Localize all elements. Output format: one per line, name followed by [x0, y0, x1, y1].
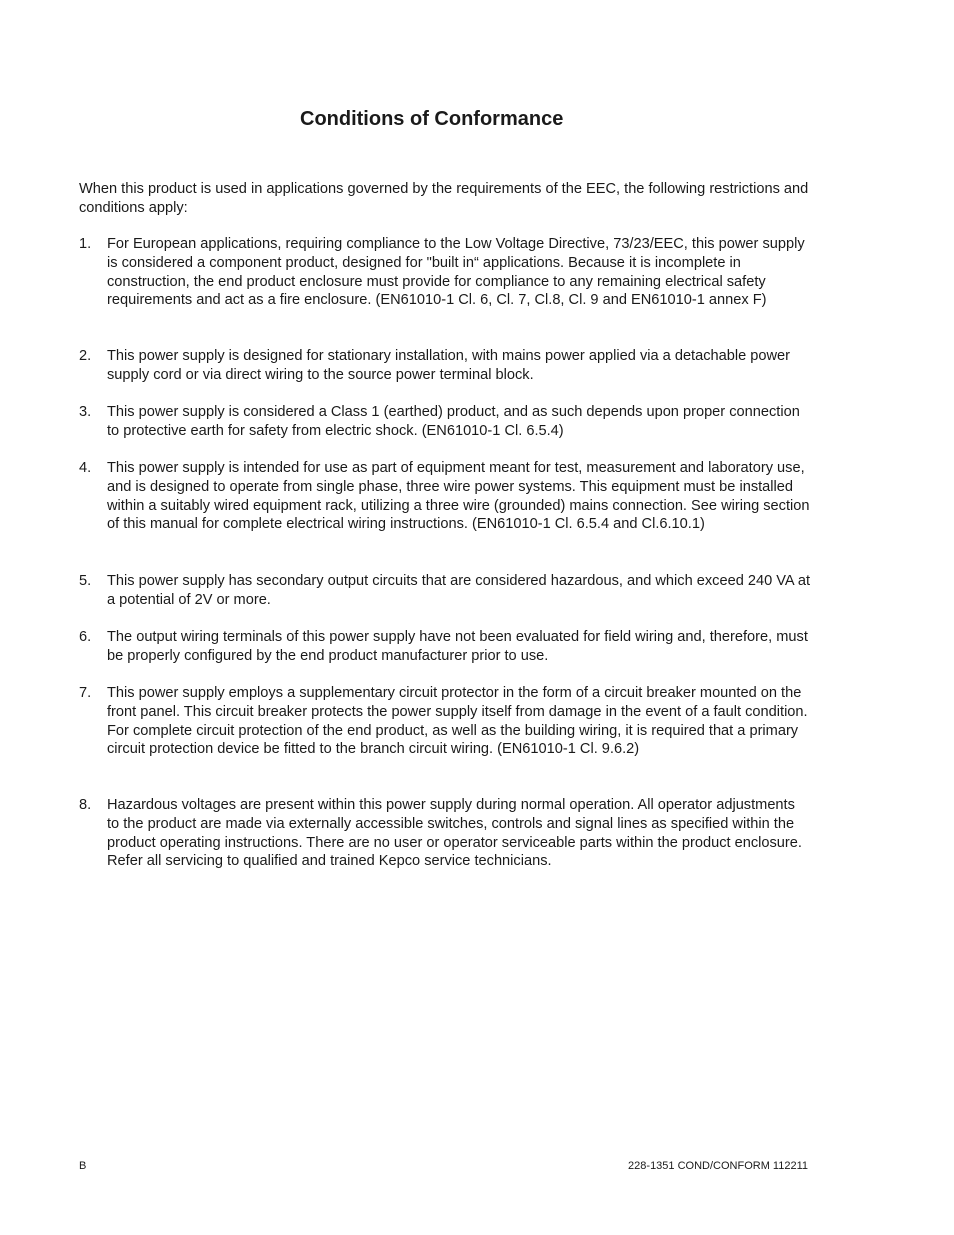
- item-text: This power supply is intended for use as part of equipment meant for test, measurement and laboratory use, and is designed to operate from single phase, three wire power systems. This equipment must be installed within a suitably wired equipment rack, utilizing a three wire (grounded) mains connection. See wiring section of this manual for complete electrical wiring instructions. (EN61010-1 Cl. 6.5.4 and Cl.6.10.1): [107, 460, 810, 533]
- item-number: 5.: [79, 573, 92, 589]
- item-number: 6.: [79, 629, 92, 645]
- footer-document-code: 228-1351 COND/CONFORM 112211: [628, 1160, 808, 1172]
- item-text: Hazardous voltages are present within this power supply during normal operation. All operator adjustments to the product are made via externally accessible switches, controls and signal lines as specified within the product operating instructions. There are no user or operator serviceable parts within the product enclosure. Refer all servicing to qualified and trained Kepco service technicians.: [107, 797, 802, 870]
- page-title: Conditions of Conformance: [300, 108, 564, 130]
- list-item: [79, 347, 811, 385]
- item-number: 2.: [79, 348, 92, 364]
- item-number: 1.: [79, 236, 92, 252]
- item-text: This power supply employs a supplementary circuit protector in the form of a circuit breaker mounted on the front panel. This circuit breaker protects the power supply itself from damage in the event of a fault condition. For complete circuit protection of the end product, as well as the building wiring, it is required that a primary circuit protection device be fitted to the branch circuit wiring. (EN61010-1 Cl. 9.6.2): [107, 685, 808, 758]
- intro-paragraph: When this product is used in applications governed by the requirements of the EEC, the following restrictions and conditions apply:: [79, 181, 809, 216]
- item-number: 3.: [79, 404, 92, 420]
- item-text: This power supply has secondary output circuits that are considered hazardous, and which exceed 240 VA at a potential of 2V or more.: [107, 573, 811, 608]
- item-text: For European applications, requiring compliance to the Low Voltage Directive, 73/23/EEC, this power supply is considered a component product, designed for "built in“ applications. Because it is incomplete in construction, the end product enclosure must provide for compliance to any remaining electrical safety requirements and act as a fire enclosure. (EN61010-1 Cl. 6, Cl. 7, Cl.8, Cl. 9 and EN61010-1 annex F): [107, 236, 805, 309]
- footer-page-label: B: [79, 1160, 87, 1172]
- list-item: [79, 796, 811, 871]
- list-item: [79, 403, 811, 441]
- item-text: The output wiring terminals of this power supply have not been evaluated for field wiring and, therefore, must be properly configured by the end product manufacturer prior to use.: [107, 629, 808, 664]
- list-item: [79, 235, 811, 310]
- list-item: [79, 684, 811, 759]
- item-text: This power supply is considered a Class 1 (earthed) product, and as such depends upon proper connection to protective earth for safety from electric shock. (EN61010-1 Cl. 6.5.4): [107, 404, 800, 439]
- item-number: 8.: [79, 797, 92, 813]
- item-number: 7.: [79, 685, 92, 701]
- list-item: [79, 572, 811, 610]
- item-number: 4.: [79, 460, 92, 476]
- list-item: [79, 628, 811, 666]
- item-text: This power supply is designed for stationary installation, with mains power applied via a detachable power supply cord or via direct wiring to the source power terminal block.: [107, 348, 791, 383]
- list-item: [79, 459, 811, 534]
